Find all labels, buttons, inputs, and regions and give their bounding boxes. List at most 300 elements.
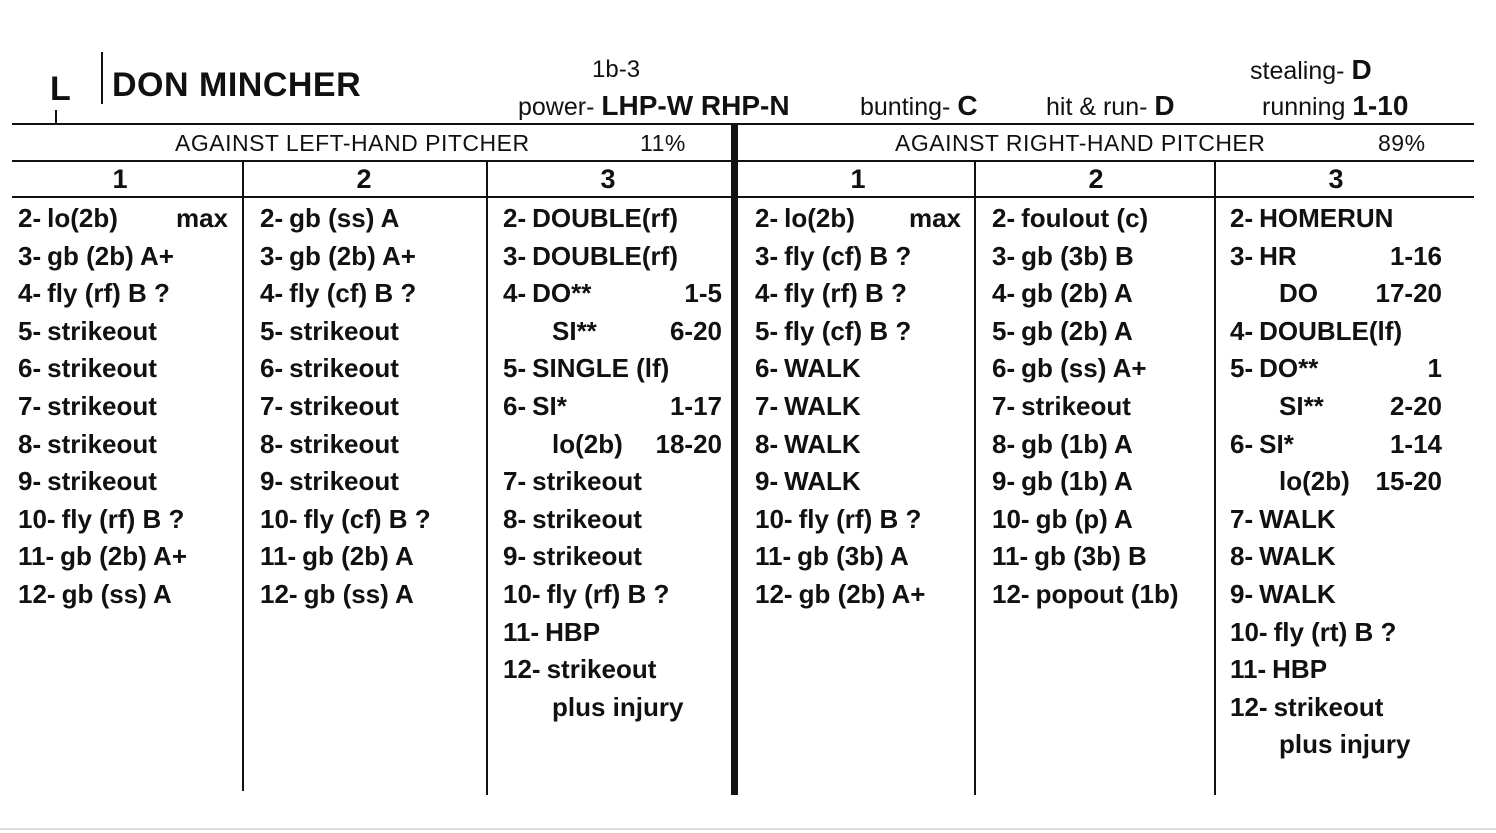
dice-roll-number: 10-	[992, 503, 1030, 534]
result-text	[992, 501, 1133, 539]
result-outcome: gb (2b) A	[1021, 278, 1133, 309]
result-outcome: foulout (c)	[1021, 203, 1149, 233]
dice-roll-number: 2-	[18, 203, 42, 233]
dice-roll-number: 3-	[992, 240, 1016, 271]
result-text	[18, 388, 157, 426]
dice-roll-number: 8-	[260, 428, 284, 459]
dice-roll-number: 4-	[18, 278, 42, 309]
dice-roll-number: 5-	[755, 315, 779, 346]
dice-roll-number: 11-	[18, 541, 55, 572]
result-outcome: HR	[1259, 240, 1297, 271]
result-row	[18, 200, 228, 238]
result-outcome: strikeout	[47, 428, 157, 459]
column-number-6: 3	[1328, 164, 1344, 194]
running-value: 1-10	[1352, 90, 1409, 121]
col-divider-2	[486, 161, 488, 795]
result-text	[260, 426, 399, 464]
result-range: max	[175, 203, 228, 233]
result-row	[18, 501, 228, 539]
result-outcome: lo(2b)	[552, 428, 623, 459]
result-outcome: SI*	[1259, 428, 1294, 459]
dice-roll-number: 11-	[1230, 654, 1267, 685]
result-outcome: gb (2b) A+	[289, 240, 416, 271]
dice-roll-number: 9-	[503, 541, 527, 572]
result-row	[503, 689, 722, 727]
result-outcome: gb (ss) A+	[1021, 353, 1147, 384]
result-text	[992, 200, 1148, 238]
result-text	[755, 388, 861, 426]
bunting-label: bunting-	[860, 93, 951, 121]
dice-roll-number: 5-	[992, 315, 1016, 346]
result-row	[18, 275, 228, 313]
dice-roll-number: 12-	[992, 578, 1030, 609]
result-text	[18, 576, 172, 614]
result-outcome: strikeout	[546, 654, 657, 685]
result-outcome: gb (p) A	[1035, 503, 1133, 534]
result-row	[503, 388, 722, 426]
result-outcome: fly (rf) B ?	[47, 278, 170, 309]
result-text	[992, 313, 1133, 351]
result-outcome: DO**	[1259, 353, 1319, 384]
result-text	[1230, 200, 1393, 238]
dice-roll-number: 10-	[1230, 616, 1268, 647]
result-row	[18, 313, 228, 351]
result-outcome: fly (rf) B ?	[61, 503, 185, 534]
result-text	[755, 463, 861, 501]
result-row	[755, 200, 961, 238]
dice-roll-number: 12-	[18, 578, 56, 609]
dice-roll-number: 12-	[260, 578, 298, 609]
result-text	[1230, 689, 1383, 727]
result-text	[18, 313, 157, 351]
result-text	[18, 463, 157, 501]
result-outcome: gb (ss) A	[289, 203, 400, 233]
section-right-pct: 89%	[1378, 130, 1426, 156]
dice-roll-number: 10-	[18, 503, 56, 534]
result-text	[992, 463, 1133, 501]
result-column-rhp-1	[755, 200, 961, 614]
result-row	[992, 200, 1198, 238]
result-outcome: fly (cf) B ?	[784, 315, 912, 346]
result-outcome: SI*	[532, 390, 567, 421]
result-outcome: gb (3b) B	[1034, 541, 1147, 572]
center-divider	[731, 124, 738, 795]
dice-roll-number: 5-	[503, 353, 527, 384]
result-text	[1230, 313, 1402, 351]
result-row	[503, 426, 722, 464]
dice-roll-number: 7-	[755, 390, 779, 421]
dice-roll-number: 6-	[18, 353, 42, 384]
batting-hand: L	[50, 70, 71, 108]
dice-roll-number: 6-	[1230, 428, 1254, 459]
dice-roll-number: 9-	[755, 466, 779, 497]
col-divider-1	[242, 161, 244, 791]
result-row	[503, 463, 722, 501]
result-row	[260, 350, 474, 388]
result-outcome: strikeout	[289, 315, 399, 346]
result-text	[1279, 388, 1324, 426]
result-row	[992, 388, 1198, 426]
result-text	[552, 689, 683, 727]
result-outcome: lo(2b)	[47, 203, 118, 233]
result-outcome: gb (2b) A+	[47, 240, 174, 271]
column-number-3: 3	[600, 164, 616, 194]
result-outcome: fly (cf) B ?	[784, 240, 912, 271]
result-text	[260, 275, 416, 313]
result-range: 1-17	[669, 390, 722, 421]
result-text	[755, 238, 911, 276]
result-outcome: WALK	[1259, 541, 1336, 572]
result-outcome: DOUBLE(rf)	[532, 240, 678, 271]
result-row	[992, 538, 1198, 576]
result-text	[18, 426, 157, 464]
result-row	[1230, 689, 1442, 727]
result-outcome: gb (2b) A	[1021, 315, 1133, 346]
dice-roll-number: 10-	[755, 503, 793, 534]
result-range: 1-16	[1389, 240, 1442, 271]
result-text	[503, 275, 591, 313]
result-outcome: HOMERUN	[1259, 203, 1394, 233]
column-number-4: 1	[850, 164, 866, 194]
result-row	[755, 275, 961, 313]
dice-roll-number: 9-	[260, 466, 284, 497]
result-outcome: gb (ss) A	[303, 578, 414, 609]
result-text	[1230, 614, 1396, 652]
dice-roll-number: 2-	[260, 203, 284, 233]
running-label: running	[1262, 93, 1346, 121]
result-text	[503, 501, 642, 539]
dice-roll-number: 11-	[992, 541, 1029, 572]
result-outcome: strikeout	[289, 390, 399, 421]
result-outcome: popout (1b)	[1035, 578, 1179, 609]
result-row	[260, 501, 474, 539]
section-left-pct: 11%	[640, 130, 686, 156]
result-text	[1230, 426, 1294, 464]
result-text	[18, 200, 118, 238]
result-row	[992, 501, 1198, 539]
result-text	[552, 313, 597, 351]
section-rule	[12, 160, 1474, 162]
result-row	[503, 350, 722, 388]
result-outcome: WALK	[1259, 503, 1336, 534]
stealing-rating	[1250, 56, 1372, 84]
result-text	[992, 350, 1147, 388]
column-number-5: 2	[1088, 164, 1104, 194]
result-outcome: gb (2b) A+	[60, 541, 188, 572]
dice-roll-number: 8-	[1230, 541, 1254, 572]
result-text	[755, 426, 861, 464]
dice-roll-number: 5-	[260, 315, 284, 346]
dice-roll-number: 8-	[755, 428, 779, 459]
result-text	[992, 388, 1131, 426]
result-outcome: SINGLE (lf)	[532, 353, 670, 384]
result-text	[992, 538, 1147, 576]
result-outcome: lo(2b)	[784, 203, 855, 233]
hitrun-rating	[1046, 92, 1175, 120]
dice-roll-number: 2-	[1230, 203, 1254, 233]
result-row	[260, 538, 474, 576]
dice-roll-number: 9-	[1230, 578, 1254, 609]
result-row	[260, 200, 474, 238]
result-text	[755, 275, 907, 313]
dice-roll-number: 7-	[1230, 503, 1254, 534]
result-row	[1230, 576, 1442, 614]
result-row	[1230, 238, 1442, 276]
result-text	[1230, 538, 1336, 576]
stealing-value: D	[1351, 54, 1372, 85]
result-row	[1230, 501, 1442, 539]
result-outcome: strikeout	[47, 315, 157, 346]
dice-roll-number: 6-	[992, 353, 1016, 384]
result-row	[18, 238, 228, 276]
result-outcome: strikeout	[532, 541, 642, 572]
dice-roll-number: 11-	[503, 616, 540, 647]
result-outcome: fly (rf) B ?	[784, 278, 907, 309]
result-row	[18, 463, 228, 501]
dice-roll-number: 2-	[755, 203, 779, 233]
dice-roll-number: 11-	[755, 541, 792, 572]
result-outcome: gb (1b) A	[1021, 466, 1133, 497]
result-outcome: gb (2b) A+	[798, 578, 926, 609]
dice-roll-number: 7-	[503, 466, 527, 497]
result-text	[755, 501, 921, 539]
result-text	[503, 614, 600, 652]
dice-roll-number: 3-	[18, 240, 42, 271]
result-outcome: strikeout	[532, 466, 642, 497]
result-text	[260, 313, 399, 351]
result-row	[503, 576, 722, 614]
result-row	[755, 313, 961, 351]
result-row	[755, 538, 961, 576]
result-text	[260, 388, 399, 426]
result-text	[503, 538, 642, 576]
result-row	[503, 200, 722, 238]
result-outcome: fly (cf) B ?	[303, 503, 431, 534]
result-row	[503, 275, 722, 313]
result-outcome: strikeout	[289, 428, 399, 459]
result-text	[755, 538, 909, 576]
result-text	[260, 238, 416, 276]
result-row	[992, 463, 1198, 501]
result-outcome: WALK	[1259, 578, 1336, 609]
result-row	[260, 238, 474, 276]
result-row	[1230, 388, 1442, 426]
result-outcome: gb (1b) A	[1021, 428, 1133, 459]
dice-roll-number: 7-	[18, 390, 42, 421]
result-text	[260, 350, 399, 388]
result-text	[992, 238, 1134, 276]
result-range: 2-20	[1389, 390, 1442, 421]
dice-roll-number: 6-	[755, 353, 779, 384]
running-rating	[1262, 92, 1408, 120]
result-text	[503, 350, 669, 388]
result-text	[755, 200, 855, 238]
result-row	[18, 350, 228, 388]
result-outcome: DO**	[532, 278, 592, 309]
result-row	[18, 538, 228, 576]
dice-roll-number: 4-	[260, 278, 284, 309]
result-outcome: gb (ss) A	[61, 578, 172, 609]
result-outcome: fly (rt) B ?	[1273, 616, 1397, 647]
dice-roll-number: 10-	[503, 578, 541, 609]
result-outcome: strikeout	[1273, 691, 1384, 722]
result-row	[503, 313, 722, 351]
result-row	[260, 275, 474, 313]
result-outcome: DOUBLE(rf)	[532, 203, 678, 233]
dice-roll-number: 7-	[992, 390, 1016, 421]
dice-roll-number: 6-	[260, 353, 284, 384]
result-text	[503, 388, 567, 426]
result-outcome: lo(2b)	[1279, 466, 1350, 497]
result-row	[260, 426, 474, 464]
result-outcome: WALK	[784, 466, 861, 497]
result-outcome: fly (rf) B ?	[798, 503, 922, 534]
result-outcome: gb (2b) A	[302, 541, 414, 572]
result-text	[260, 501, 431, 539]
result-text	[18, 238, 174, 276]
result-outcome: fly (rf) B ?	[546, 578, 670, 609]
result-outcome: WALK	[784, 390, 861, 421]
result-text	[1230, 651, 1327, 689]
result-row	[503, 238, 722, 276]
result-outcome: gb (3b) B	[1021, 240, 1134, 271]
result-row	[1230, 350, 1442, 388]
dice-roll-number: 2-	[503, 203, 527, 233]
result-row	[18, 388, 228, 426]
result-text	[18, 275, 170, 313]
dice-roll-number: 4-	[503, 278, 527, 309]
result-range: 17-20	[1375, 278, 1442, 309]
result-row	[1230, 463, 1442, 501]
dice-roll-number: 3-	[755, 240, 779, 271]
result-text	[755, 576, 925, 614]
result-row	[992, 350, 1198, 388]
result-row	[503, 651, 722, 689]
result-text	[260, 538, 414, 576]
result-range: 1	[1427, 353, 1442, 384]
result-row	[992, 238, 1198, 276]
result-text	[992, 426, 1133, 464]
result-column-lhp-1	[18, 200, 228, 614]
dice-roll-number: 8-	[18, 428, 42, 459]
result-row	[1230, 614, 1442, 652]
dice-roll-number: 8-	[992, 428, 1016, 459]
result-outcome: WALK	[784, 353, 861, 384]
header-rule	[12, 123, 1474, 125]
bunting-rating	[860, 92, 978, 120]
result-outcome: DO	[1279, 278, 1318, 309]
result-outcome: plus injury	[552, 691, 684, 722]
result-row	[503, 614, 722, 652]
result-outcome: HBP	[1272, 654, 1328, 685]
result-range: 18-20	[655, 428, 722, 459]
result-row	[992, 576, 1198, 614]
result-text	[1279, 275, 1318, 313]
result-text	[1230, 238, 1297, 276]
result-column-lhp-2	[260, 200, 474, 614]
result-outcome: WALK	[784, 428, 861, 459]
result-row	[18, 426, 228, 464]
result-outcome: SI**	[552, 315, 597, 346]
power-rating	[518, 92, 790, 120]
result-text	[1230, 576, 1336, 614]
result-outcome: strikeout	[289, 353, 399, 384]
result-outcome: gb (3b) A	[797, 541, 909, 572]
result-row	[1230, 726, 1442, 764]
result-text	[1279, 726, 1410, 764]
player-name: DON MINCHER	[112, 66, 362, 104]
result-text	[552, 426, 623, 464]
col-divider-5	[1214, 161, 1216, 795]
result-text	[260, 463, 399, 501]
result-outcome: fly (cf) B ?	[289, 278, 417, 309]
result-row	[755, 576, 961, 614]
power-value: LHP-W RHP-N	[601, 90, 790, 121]
result-row	[260, 388, 474, 426]
result-range: 1-14	[1389, 428, 1442, 459]
dice-roll-number: 5-	[18, 315, 42, 346]
stealing-label: stealing-	[1250, 57, 1345, 85]
dice-roll-number: 9-	[992, 466, 1016, 497]
power-label: power-	[518, 93, 595, 121]
position: 1b-3	[592, 56, 641, 83]
dice-roll-number: 3-	[260, 240, 284, 271]
result-row	[755, 350, 961, 388]
dice-roll-number: 12-	[503, 654, 541, 685]
dice-roll-number: 8-	[503, 503, 527, 534]
dice-roll-number: 10-	[260, 503, 298, 534]
dice-roll-number: 9-	[18, 466, 42, 497]
result-text	[1230, 350, 1318, 388]
bottom-edge	[0, 828, 1496, 830]
dice-roll-number: 11-	[260, 541, 297, 572]
result-outcome: strikeout	[1021, 390, 1131, 421]
result-row	[755, 463, 961, 501]
result-row	[992, 426, 1198, 464]
result-range: 15-20	[1375, 466, 1442, 497]
result-row	[1230, 275, 1442, 313]
hitrun-value: D	[1154, 90, 1175, 121]
result-column-lhp-3	[503, 200, 722, 726]
result-column-rhp-3	[1230, 200, 1442, 764]
result-outcome: strikeout	[289, 466, 399, 497]
result-row	[992, 275, 1198, 313]
col-divider-4	[974, 161, 976, 795]
result-row	[992, 313, 1198, 351]
result-row	[260, 576, 474, 614]
result-row	[1230, 313, 1442, 351]
dice-roll-number: 6-	[503, 390, 527, 421]
result-text	[18, 538, 187, 576]
dice-roll-number: 5-	[1230, 353, 1254, 384]
result-row	[755, 388, 961, 426]
result-range: 6-20	[669, 315, 722, 346]
result-text	[503, 200, 678, 238]
result-row	[1230, 200, 1442, 238]
dice-roll-number: 7-	[260, 390, 284, 421]
result-row	[18, 576, 228, 614]
result-text	[503, 238, 678, 276]
dice-roll-number: 3-	[503, 240, 527, 271]
hitrun-label: hit & run-	[1046, 93, 1148, 121]
result-text	[1230, 501, 1336, 539]
result-outcome: strikeout	[47, 390, 157, 421]
result-outcome: strikeout	[532, 503, 642, 534]
result-text	[1279, 463, 1350, 501]
dice-roll-number: 4-	[992, 278, 1016, 309]
result-text	[18, 350, 157, 388]
result-outcome: strikeout	[47, 353, 157, 384]
